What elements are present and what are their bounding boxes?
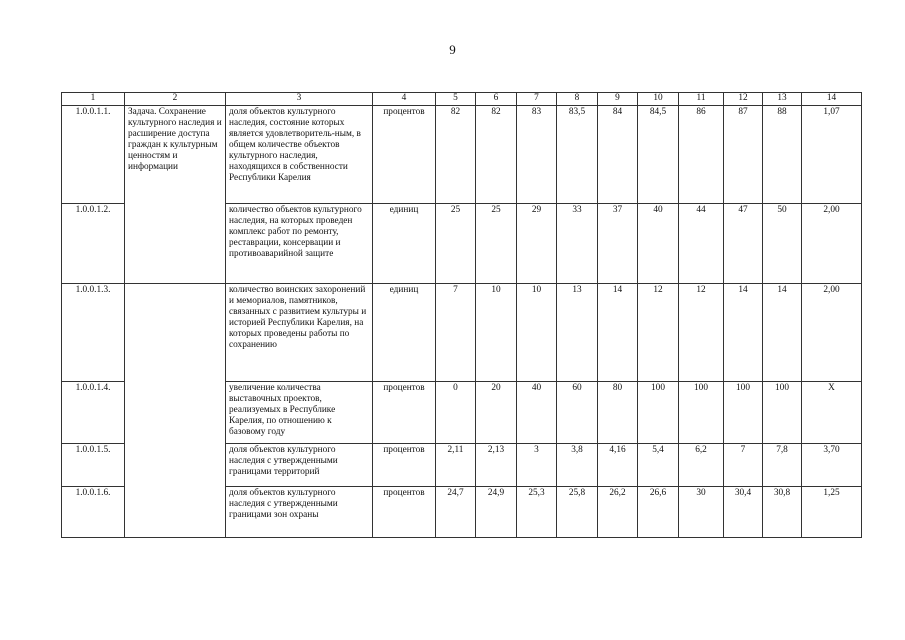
table-row (62, 106, 862, 204)
value-cell: 2,00 (802, 204, 862, 284)
value-cell: 3,70 (802, 444, 862, 487)
value-cell: 0 (436, 382, 476, 444)
row-code: 1.0.0.1.6. (62, 487, 125, 538)
value-cell: 84,5 (638, 106, 679, 204)
value-cell: 44 (679, 204, 724, 284)
header-cell: 11 (679, 93, 724, 106)
header-cell: 4 (373, 93, 436, 106)
value-cell: 37 (598, 204, 638, 284)
value-cell: 14 (763, 284, 802, 382)
header-cell: 2 (125, 93, 226, 106)
unit-cell: процентов (373, 106, 436, 204)
value-cell: X (802, 382, 862, 444)
value-cell: 86 (679, 106, 724, 204)
value-cell: 20 (476, 382, 517, 444)
value-cell: 33 (557, 204, 598, 284)
value-cell: 7,8 (763, 444, 802, 487)
value-cell: 47 (724, 204, 763, 284)
value-cell: 25 (436, 204, 476, 284)
header-cell: 12 (724, 93, 763, 106)
indicator-cell: доля объектов культурного наследия с утвержденными границами территорий (226, 444, 373, 487)
value-cell: 14 (724, 284, 763, 382)
value-cell: 29 (517, 204, 557, 284)
value-cell: 6,2 (679, 444, 724, 487)
header-cell: 14 (802, 93, 862, 106)
value-cell: 10 (476, 284, 517, 382)
indicator-cell: увеличение количества выставочных проектов, реализуемых в Республике Карелия, по отношению к базовому году (226, 382, 373, 444)
row-code: 1.0.0.1.5. (62, 444, 125, 487)
value-cell: 2,13 (476, 444, 517, 487)
unit-cell: процентов (373, 444, 436, 487)
value-cell: 1,25 (802, 487, 862, 538)
value-cell: 3,8 (557, 444, 598, 487)
value-cell: 50 (763, 204, 802, 284)
unit-cell: единиц (373, 284, 436, 382)
value-cell: 30,4 (724, 487, 763, 538)
indicator-cell: доля объектов культурного наследия, состояние которых является удовлетворитель-ным, в общем количестве объектов культурного наследия, находящихся в собственности Республики Карелия (226, 106, 373, 204)
value-cell: 26,6 (638, 487, 679, 538)
header-row (62, 93, 862, 106)
value-cell: 100 (679, 382, 724, 444)
value-cell: 13 (557, 284, 598, 382)
header-cell: 6 (476, 93, 517, 106)
value-cell: 30 (679, 487, 724, 538)
value-cell: 82 (436, 106, 476, 204)
value-cell: 10 (517, 284, 557, 382)
row-code: 1.0.0.1.2. (62, 204, 125, 284)
header-cell: 7 (517, 93, 557, 106)
value-cell: 24,9 (476, 487, 517, 538)
value-cell: 83,5 (557, 106, 598, 204)
value-cell: 2,11 (436, 444, 476, 487)
value-cell: 3 (517, 444, 557, 487)
value-cell: 80 (598, 382, 638, 444)
value-cell: 40 (638, 204, 679, 284)
task-cell: Задача. Сохранение культурного наследия и расширение доступа граждан к культурным ценностям и информации (125, 106, 226, 284)
value-cell: 84 (598, 106, 638, 204)
value-cell: 83 (517, 106, 557, 204)
value-cell: 82 (476, 106, 517, 204)
header-cell: 8 (557, 93, 598, 106)
value-cell: 12 (679, 284, 724, 382)
value-cell: 25,8 (557, 487, 598, 538)
value-cell: 87 (724, 106, 763, 204)
header-cell: 9 (598, 93, 638, 106)
value-cell: 2,00 (802, 284, 862, 382)
value-cell: 40 (517, 382, 557, 444)
header-cell: 10 (638, 93, 679, 106)
header-cell: 5 (436, 93, 476, 106)
value-cell: 100 (763, 382, 802, 444)
value-cell: 88 (763, 106, 802, 204)
value-cell: 7 (724, 444, 763, 487)
value-cell: 12 (638, 284, 679, 382)
value-cell: 14 (598, 284, 638, 382)
indicator-cell: доля объектов культурного наследия с утвержденными границами зон охраны (226, 487, 373, 538)
value-cell: 4,16 (598, 444, 638, 487)
header-cell: 3 (226, 93, 373, 106)
table-row (62, 284, 862, 382)
value-cell: 25,3 (517, 487, 557, 538)
page-number: 9 (449, 42, 456, 57)
unit-cell: процентов (373, 487, 436, 538)
indicators-table (61, 92, 862, 538)
value-cell: 5,4 (638, 444, 679, 487)
empty-task-cell (125, 284, 226, 538)
value-cell: 25 (476, 204, 517, 284)
value-cell: 26,2 (598, 487, 638, 538)
value-cell: 30,8 (763, 487, 802, 538)
value-cell: 60 (557, 382, 598, 444)
value-cell: 100 (638, 382, 679, 444)
indicator-cell: количество воинских захоронений и мемориалов, памятников, связанных с развитием культуры и историей Республики Карелия, на которых проведены работы по сохранению (226, 284, 373, 382)
row-code: 1.0.0.1.3. (62, 284, 125, 382)
row-code: 1.0.0.1.4. (62, 382, 125, 444)
header-cell: 1 (62, 93, 125, 106)
header-cell: 13 (763, 93, 802, 106)
unit-cell: процентов (373, 382, 436, 444)
value-cell: 7 (436, 284, 476, 382)
value-cell: 100 (724, 382, 763, 444)
unit-cell: единиц (373, 204, 436, 284)
indicator-cell: количество объектов культурного наследия, на которых проведен комплекс работ по ремонту, реставрации, консервации и противоаварийной защите (226, 204, 373, 284)
value-cell: 1,07 (802, 106, 862, 204)
value-cell: 24,7 (436, 487, 476, 538)
row-code: 1.0.0.1.1. (62, 106, 125, 204)
